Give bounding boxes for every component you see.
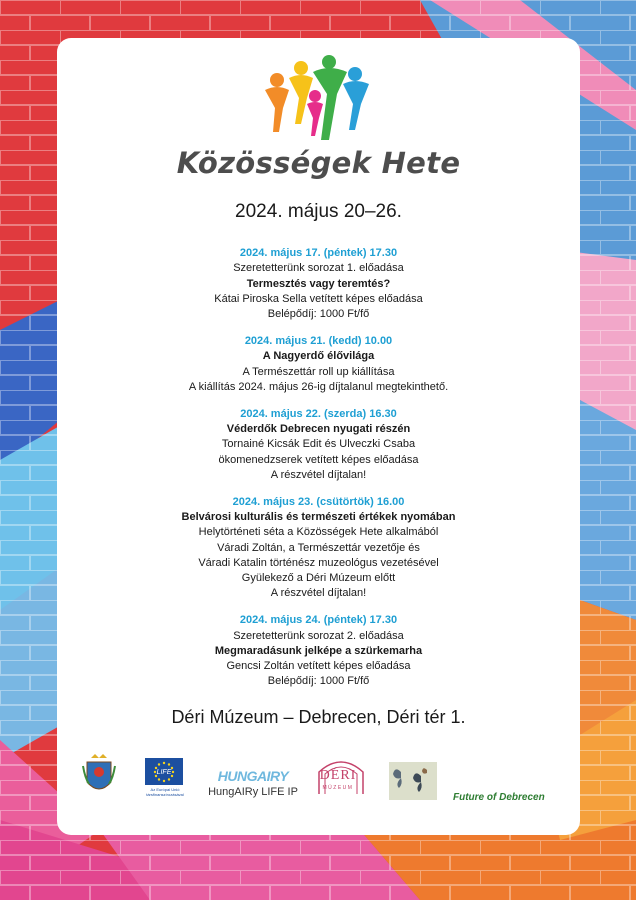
event-detail-line: ökomenedzserek vetített képes előadása (218, 453, 419, 466)
event-title-line: Belvárosi kulturális és természeti értékek nyomában (181, 510, 456, 523)
event-detail-line: Szeretetterünk sorozat 2. előadása (233, 629, 404, 642)
deri-museum-logo-text: DÉRI (319, 768, 357, 783)
venue-address: Déri Múzeum – Debrecen, Déri tér 1. (171, 707, 466, 727)
event-title-line: Termesztés vagy teremtés? (246, 277, 391, 290)
deri-museum-logo-subtext: MÚZEUM (322, 785, 354, 791)
future-of-debrecen-logo: Future of Debrecen (453, 792, 545, 803)
event-list (57, 246, 580, 701)
event-poster-card (57, 38, 580, 835)
sponsor-logos (57, 750, 580, 810)
event-datetime: 2024. május 21. (kedd) 10.00 (244, 334, 393, 347)
event-item (57, 407, 580, 483)
hungairy-label: HungAIRy LIFE IP (208, 786, 298, 798)
event-detail-line: Gencsi Zoltán vetített képes előadása (226, 660, 411, 673)
eu-caption: Az Európai Unió társfinanszírozásával (146, 787, 184, 797)
event-datetime: 2024. május 24. (péntek) 17.30 (239, 614, 398, 627)
event-title: Közösségek Hete (176, 146, 461, 180)
event-item (57, 495, 580, 602)
event-title-line: Megmaradásunk jelképe a szürkemarha (214, 644, 423, 657)
event-item (57, 613, 580, 689)
event-datetime: 2024. május 23. (csütörtök) 16.00 (232, 495, 405, 508)
event-detail-line: A részvétel díjtalan! (270, 468, 367, 481)
event-item (57, 334, 580, 395)
event-detail-line: Belépődíj: 1000 Ft/fő (267, 675, 370, 688)
event-detail-line: Váradi Katalin történész muzeológus vezetésével (198, 556, 439, 569)
event-title-line: A Nagyerdő élővilága (262, 350, 375, 363)
event-detail-line: Helytörténeti séta a Közösségek Hete alkalmából (198, 526, 439, 539)
event-detail-line: A részvétel díjtalan! (270, 587, 367, 600)
event-detail-line: Váradi Zoltán, a Természettár vezetője és (217, 541, 420, 554)
event-item (57, 246, 580, 322)
event-detail-line: A Természettár roll up kiállítása (242, 365, 395, 378)
event-detail-line: Kátai Piroska Sella vetített képes előadása (214, 292, 423, 305)
termeszettar-butterfly-logo-icon (389, 762, 437, 800)
event-detail-line: Belépődíj: 1000 Ft/fő (267, 308, 370, 321)
hungairy-logo: HUNGAIRY (217, 768, 289, 784)
svg-text:LIFE: LIFE (156, 769, 172, 776)
event-title-line: Véderdők Debrecen nyugati részén (226, 422, 411, 435)
community-people-logo-icon (257, 54, 377, 146)
event-detail-line: Tornainé Kicsák Edit és Ulveczki Csaba (221, 438, 416, 451)
event-date-range: 2024. május 20–26. (235, 201, 402, 222)
debrecen-coat-of-arms-icon (81, 752, 117, 800)
event-datetime: 2024. május 22. (szerda) 16.30 (240, 407, 397, 420)
event-detail-line: Szeretetterünk sorozat 1. előadása (233, 262, 404, 275)
eu-flag-icon (145, 758, 183, 785)
event-detail-line: Gyülekező a Déri Múzeum előtt (241, 572, 396, 585)
event-detail-line: A kiállítás 2024. május 26-ig díjtalanul megtekinthető. (188, 380, 449, 393)
event-datetime: 2024. május 17. (péntek) 17.30 (239, 247, 398, 259)
